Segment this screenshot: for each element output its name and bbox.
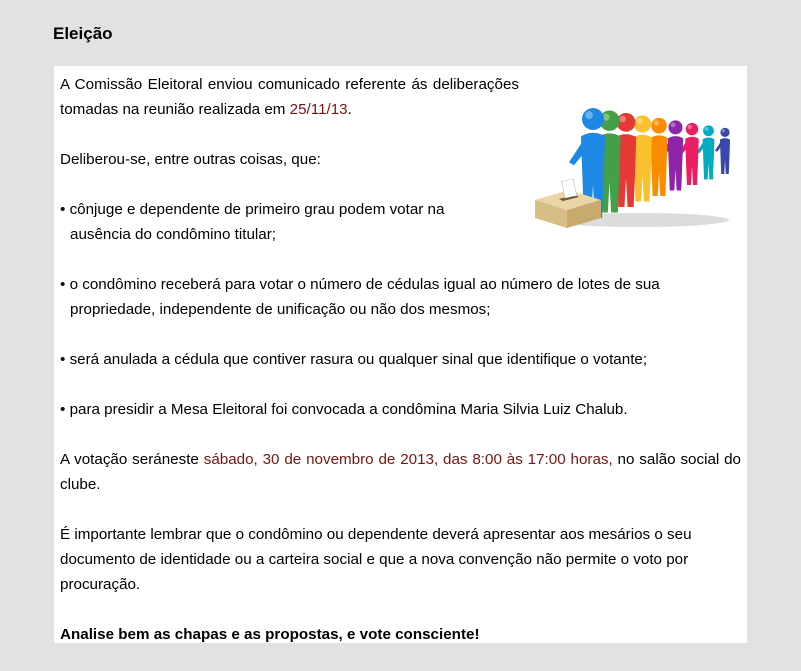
item-4-line-1: para presidir a Mesa Eleitoral foi convocada a condômina Maria Silvia Luiz Chalub.: [69, 401, 628, 418]
vote-text-start: A votação seráneste: [60, 451, 204, 468]
intro-end: .: [347, 101, 352, 118]
voter-figure: [715, 128, 730, 174]
deliberation-intro: Deliberou-se, entre outras coisas, que:: [60, 151, 321, 168]
item-1-line-1: cônjuge e dependente de primeiro grau podem votar na: [69, 201, 445, 218]
id-notice-paragraph: É importante lembrar que o condômino ou dependente deverá apresentar aos mesários o seu documento de identidade ou a carteira social e que a nova convenção não permite o voto por procuração.: [60, 526, 692, 593]
vote-paragraph: [60, 447, 741, 497]
voter-figure: [697, 125, 715, 179]
voters-queue-illustration: [529, 78, 735, 228]
bullet: •: [60, 351, 66, 368]
bullet: •: [60, 401, 66, 418]
item-1-line-2: ausência do condômino titular;: [70, 226, 277, 243]
voters-queue-ballot-box-icon: [529, 78, 735, 228]
page-title: Eleição: [53, 24, 113, 43]
vote-text-end: no salão social do clube.: [60, 451, 742, 493]
deliberation-item-4: [60, 397, 741, 422]
bullet: •: [60, 201, 66, 218]
item-2-line-1: o condômino receberá para votar o número de cédulas igual ao número de lotes de sua: [69, 276, 660, 293]
intro-text: A Comissão Eleitoral enviou comunicado referente ás deliberações tomadas na reunião realizada em: [60, 76, 519, 118]
item-2-line-2: propriedade, independente de unificação ou não dos mesmos;: [70, 301, 491, 318]
vote-datetime: sábado, 30 de novembro de 2013, das 8:00 às 17:00 horas,: [203, 451, 613, 468]
meeting-date: 25/11/13: [289, 101, 348, 118]
deliberation-item-2: [60, 272, 741, 297]
item-3-line-1: será anulada a cédula que contiver rasura ou qualquer sinal que identifique o votante;: [69, 351, 648, 368]
bullet: •: [60, 276, 66, 293]
article-card: [54, 66, 747, 643]
deliberation-item-3: [60, 347, 741, 372]
closing-message: Analise bem as chapas e as propostas, e vote consciente!: [60, 626, 480, 643]
